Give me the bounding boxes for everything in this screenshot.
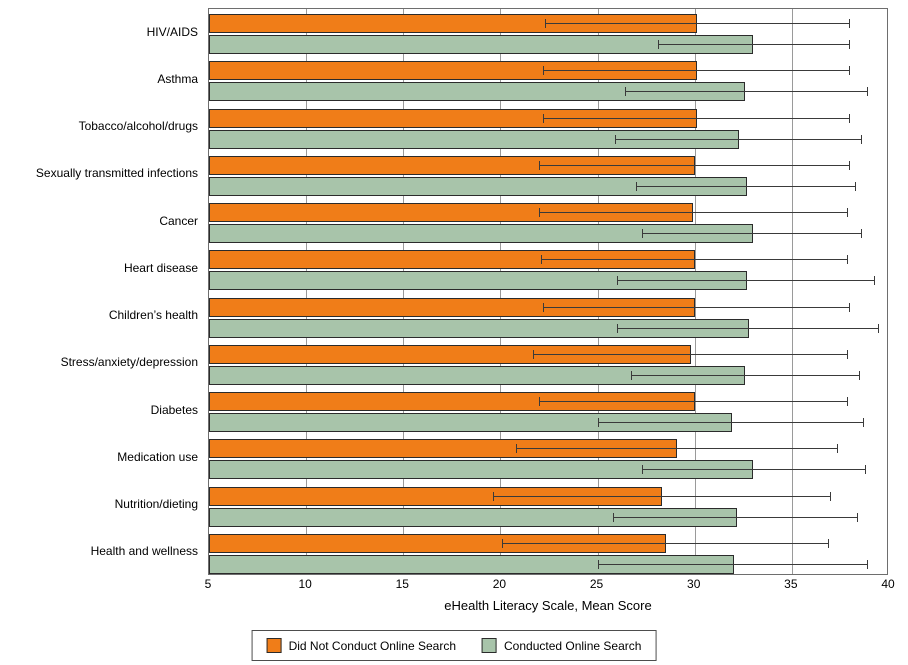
error-bar-1-4 bbox=[642, 233, 862, 234]
error-cap-low bbox=[615, 135, 616, 144]
error-cap-low bbox=[617, 276, 618, 285]
error-bar-1-10 bbox=[613, 517, 858, 518]
error-cap-high bbox=[849, 19, 850, 28]
y-axis-label-2: Tobacco/alcohol/drugs bbox=[78, 119, 198, 134]
x-tick-label-25: 25 bbox=[589, 577, 604, 591]
error-bar-1-5 bbox=[617, 280, 875, 281]
error-cap-low bbox=[631, 371, 632, 380]
y-axis-label-6: Children’s health bbox=[108, 308, 198, 323]
error-cap-high bbox=[861, 229, 862, 238]
error-bar-0-9 bbox=[516, 448, 839, 449]
error-cap-low bbox=[613, 513, 614, 522]
error-cap-high bbox=[849, 40, 850, 49]
error-cap-high bbox=[849, 303, 850, 312]
legend-label-1: Conducted Online Search bbox=[504, 638, 642, 653]
error-cap-low bbox=[545, 19, 546, 28]
error-bar-0-8 bbox=[539, 401, 848, 402]
error-bar-1-0 bbox=[658, 44, 850, 45]
error-cap-low bbox=[493, 492, 494, 501]
x-tick-label-15: 15 bbox=[395, 577, 409, 591]
error-bar-0-3 bbox=[539, 165, 850, 166]
error-cap-high bbox=[878, 324, 879, 333]
error-bar-1-9 bbox=[642, 469, 865, 470]
error-cap-high bbox=[847, 255, 848, 264]
error-cap-high bbox=[830, 492, 831, 501]
plot-area bbox=[208, 8, 888, 575]
error-bar-0-7 bbox=[533, 354, 848, 355]
error-bar-0-1 bbox=[543, 70, 850, 71]
y-axis-label-10: Nutrition/dieting bbox=[114, 497, 198, 512]
error-bar-0-6 bbox=[543, 307, 850, 308]
error-cap-low bbox=[617, 324, 618, 333]
error-bar-1-8 bbox=[598, 422, 864, 423]
y-axis-label-4: Cancer bbox=[159, 213, 198, 228]
error-cap-low bbox=[642, 229, 643, 238]
x-tick-label-20: 20 bbox=[492, 577, 507, 591]
y-axis-label-5: Heart disease bbox=[123, 260, 198, 275]
error-cap-high bbox=[847, 208, 848, 217]
error-cap-high bbox=[849, 114, 850, 123]
error-cap-low bbox=[625, 87, 626, 96]
error-cap-high bbox=[867, 87, 868, 96]
error-cap-low bbox=[543, 66, 544, 75]
x-tick-label-35: 35 bbox=[784, 577, 798, 591]
chart-legend bbox=[252, 630, 657, 661]
error-bar-0-11 bbox=[502, 543, 828, 544]
error-cap-low bbox=[533, 350, 534, 359]
error-bar-0-5 bbox=[541, 259, 848, 260]
x-tick-label-40: 40 bbox=[881, 577, 895, 591]
error-cap-high bbox=[847, 397, 848, 406]
error-bar-1-1 bbox=[625, 91, 868, 92]
error-bar-1-11 bbox=[598, 564, 868, 565]
error-cap-low bbox=[636, 182, 637, 191]
error-bar-0-0 bbox=[545, 23, 850, 24]
legend-swatch-orange bbox=[267, 638, 282, 653]
x-axis-title: eHealth Literacy Scale, Mean Score bbox=[444, 598, 652, 613]
error-cap-low bbox=[539, 397, 540, 406]
x-tick-label-30: 30 bbox=[687, 577, 701, 591]
error-cap-low bbox=[541, 255, 542, 264]
error-bar-1-7 bbox=[631, 375, 860, 376]
error-cap-low bbox=[642, 465, 643, 474]
y-axis-category-labels bbox=[0, 8, 204, 575]
error-cap-high bbox=[874, 276, 875, 285]
error-cap-low bbox=[502, 539, 503, 548]
error-cap-high bbox=[859, 371, 860, 380]
error-cap-high bbox=[837, 444, 838, 453]
x-axis bbox=[204, 575, 895, 597]
legend-label-0: Did Not Conduct Online Search bbox=[288, 638, 456, 653]
error-cap-low bbox=[598, 560, 599, 569]
legend-entry-0 bbox=[267, 638, 456, 653]
error-cap-high bbox=[855, 182, 856, 191]
error-cap-low bbox=[516, 444, 517, 453]
y-axis-label-1: Asthma bbox=[157, 71, 198, 86]
error-bar-1-2 bbox=[615, 139, 862, 140]
error-cap-high bbox=[867, 560, 868, 569]
legend-swatch-green bbox=[482, 638, 497, 653]
error-cap-high bbox=[865, 465, 866, 474]
error-cap-high bbox=[849, 161, 850, 170]
error-cap-low bbox=[658, 40, 659, 49]
error-bar-0-10 bbox=[493, 496, 831, 497]
error-cap-high bbox=[847, 350, 848, 359]
error-cap-low bbox=[598, 418, 599, 427]
y-axis-label-7: Stress/anxiety/depression bbox=[60, 355, 198, 370]
error-bar-0-2 bbox=[543, 118, 850, 119]
error-bar-1-3 bbox=[636, 186, 856, 187]
error-cap-high bbox=[857, 513, 858, 522]
error-bar-0-4 bbox=[539, 212, 848, 213]
error-cap-high bbox=[861, 135, 862, 144]
error-cap-high bbox=[828, 539, 829, 548]
legend-entry-1 bbox=[482, 638, 641, 653]
y-axis-label-8: Diabetes bbox=[150, 402, 198, 417]
error-cap-low bbox=[539, 161, 540, 170]
error-bar-1-6 bbox=[617, 328, 879, 329]
error-cap-low bbox=[543, 114, 544, 123]
y-axis-label-3: Sexually transmitted infections bbox=[35, 166, 198, 181]
x-tick-label-10: 10 bbox=[298, 577, 312, 591]
x-tick-label-5: 5 bbox=[204, 577, 212, 591]
error-cap-low bbox=[543, 303, 544, 312]
error-cap-high bbox=[863, 418, 864, 427]
y-axis-label-0: HIV/AIDS bbox=[146, 24, 198, 39]
error-cap-low bbox=[539, 208, 540, 217]
y-axis-label-9: Medication use bbox=[117, 449, 198, 464]
y-axis-label-11: Health and wellness bbox=[90, 544, 198, 559]
error-cap-high bbox=[849, 66, 850, 75]
gridline-35 bbox=[792, 9, 793, 574]
